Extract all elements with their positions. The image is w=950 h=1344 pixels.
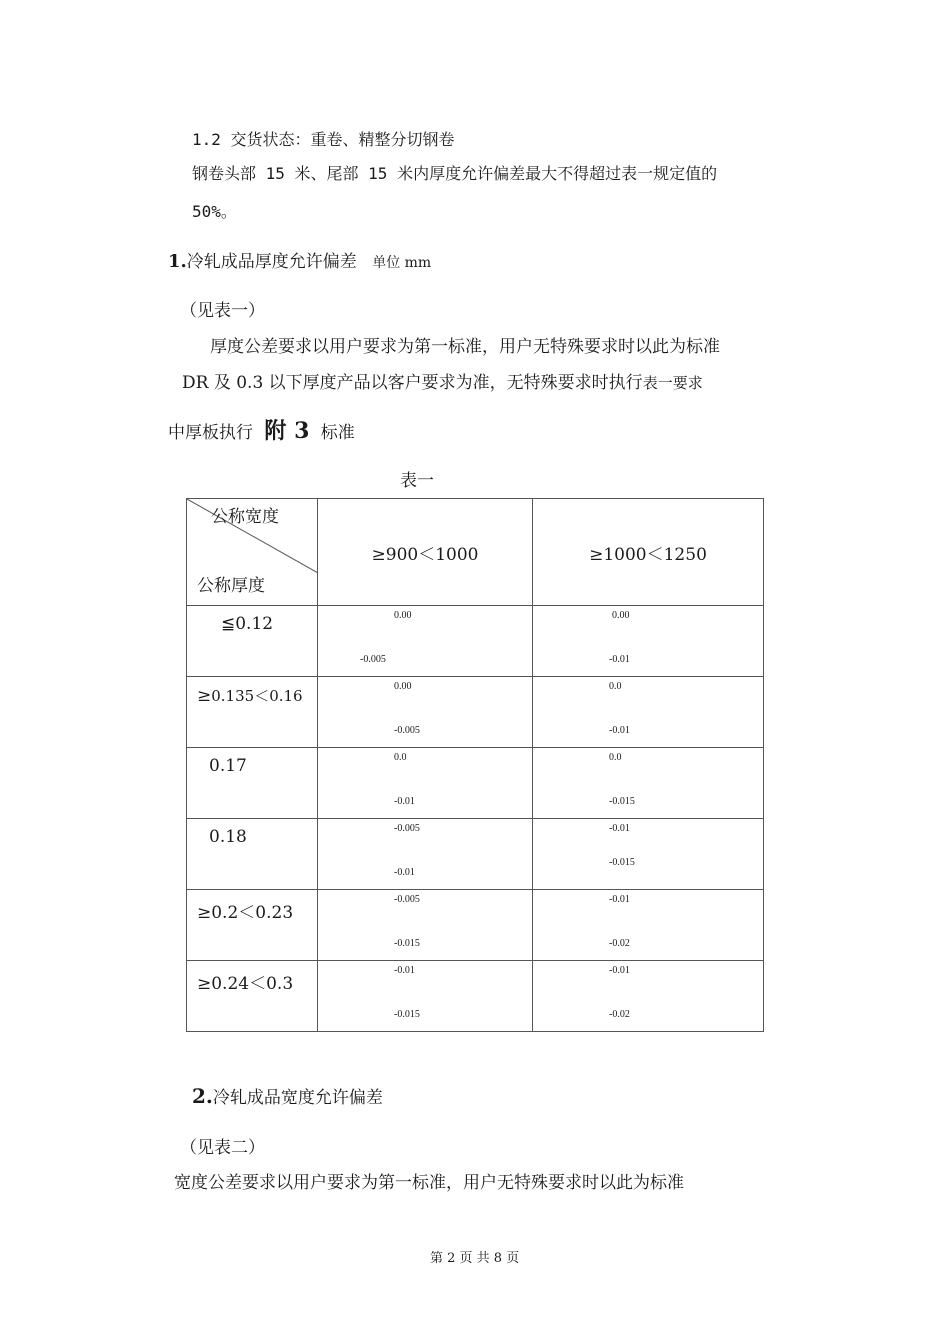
lower-tolerance: -0.01 [609, 654, 630, 665]
thickness-value: 0.17 [209, 756, 247, 776]
lower-tolerance: -0.02 [609, 1009, 630, 1020]
lower-tolerance: -0.015 [394, 938, 420, 949]
tolerance-cell [318, 819, 533, 890]
section1-heading [168, 247, 431, 272]
lower-tolerance: -0.01 [394, 796, 415, 807]
delivery-state-line: 1.2 交货状态：重卷、精整分切钢卷 [192, 130, 455, 149]
table-row [187, 819, 764, 890]
upper-tolerance: -0.01 [609, 894, 630, 905]
thickness-cell [187, 606, 318, 677]
section1-title: 冷轧成品厚度允许偏差 [186, 252, 357, 272]
tolerance-cell [533, 890, 764, 961]
tolerance-cell [533, 606, 764, 677]
col-header-1000-1250: ≥1000＜1250 [533, 499, 764, 606]
lower-tolerance: -0.02 [609, 938, 630, 949]
upper-tolerance: -0.01 [394, 965, 415, 976]
upper-tolerance: 0.00 [394, 681, 412, 692]
section2-heading [192, 1083, 383, 1108]
coil-tolerance-line: 钢卷头部 15 米、尾部 15 米内厚度允许偏差最大不得超过表一规定值的 [192, 164, 718, 183]
tolerance-cell [318, 606, 533, 677]
thickness-value: ≦0.12 [221, 614, 274, 634]
section1-number: 1. [168, 251, 187, 272]
mid-plate-appendix: 附 3 [264, 418, 310, 444]
corner-header-cell [187, 499, 318, 606]
tolerance-cell [318, 748, 533, 819]
page-footer: 第 2 页 共 8 页 [430, 1251, 520, 1266]
mid-plate-line [168, 414, 355, 445]
thickness-note-2-main: DR 及 0.3 以下厚度产品以客户要求为准，无特殊要求时执行 [182, 373, 643, 393]
tolerance-cell [318, 890, 533, 961]
thickness-cell [187, 677, 318, 748]
thickness-cell [187, 890, 318, 961]
lower-tolerance: -0.01 [609, 725, 630, 736]
table-row [187, 890, 764, 961]
thickness-value [197, 685, 303, 706]
upper-tolerance: 0.0 [394, 752, 407, 763]
thickness-range: 0.135＜0.16 [211, 687, 303, 705]
see-table-one: （见表一） [180, 301, 265, 321]
lower-tolerance: -0.015 [609, 796, 635, 807]
coil-tolerance-line-2: 50%。 [192, 202, 237, 221]
section2-title: 冷轧成品宽度允许偏差 [212, 1088, 383, 1108]
tolerance-cell [533, 677, 764, 748]
tolerance-cell [318, 677, 533, 748]
mid-plate-suffix: 标准 [320, 423, 355, 443]
thickness-cell [187, 748, 318, 819]
section2-number: 2. [192, 1084, 213, 1108]
table-row [187, 677, 764, 748]
lower-tolerance: -0.005 [360, 654, 386, 665]
upper-tolerance: 0.0 [609, 681, 622, 692]
see-table-two: （见表二） [180, 1138, 265, 1158]
lower-tolerance: -0.015 [609, 857, 635, 868]
thickness-value: ≥0.24＜0.3 [197, 974, 294, 994]
thickness-note-2 [182, 368, 703, 393]
thickness-value: ≥0.2＜0.23 [197, 903, 294, 923]
table-row [187, 961, 764, 1032]
tolerance-cell [318, 961, 533, 1032]
ge-sign: ≥ [197, 686, 212, 706]
lower-tolerance: -0.015 [394, 1009, 420, 1020]
table-one-caption: 表一 [400, 471, 434, 491]
thickness-note-2-tail: 表一要求 [642, 374, 703, 392]
lower-tolerance: -0.01 [394, 867, 415, 878]
thickness-cell [187, 961, 318, 1032]
upper-tolerance: -0.005 [394, 894, 420, 905]
col-header-900-1000: ≥900＜1000 [318, 499, 533, 606]
thickness-tolerance-table [186, 498, 764, 1032]
nominal-width-label: 公称宽度 [211, 507, 279, 527]
upper-tolerance: 0.00 [612, 610, 630, 621]
table-row [187, 748, 764, 819]
thickness-cell [187, 819, 318, 890]
nominal-thickness-label: 公称厚度 [197, 576, 265, 596]
table-row [187, 606, 764, 677]
section1-unit: 单位 mm [372, 255, 432, 271]
upper-tolerance: -0.01 [609, 823, 630, 834]
thickness-note-1: 厚度公差要求以用户要求为第一标准，用户无特殊要求时以此为标准 [210, 337, 720, 357]
upper-tolerance: -0.005 [394, 823, 420, 834]
mid-plate-prefix: 中厚板执行 [168, 423, 253, 443]
tolerance-cell [533, 961, 764, 1032]
tolerance-cell [533, 748, 764, 819]
lower-tolerance: -0.005 [394, 725, 420, 736]
tolerance-cell [533, 819, 764, 890]
upper-tolerance: 0.00 [394, 610, 412, 621]
thickness-value: 0.18 [209, 827, 247, 847]
upper-tolerance: 0.0 [609, 752, 622, 763]
width-note-1: 宽度公差要求以用户要求为第一标准，用户无特殊要求时以此为标准 [174, 1173, 684, 1193]
upper-tolerance: -0.01 [609, 965, 630, 976]
table-header-row [187, 499, 764, 606]
